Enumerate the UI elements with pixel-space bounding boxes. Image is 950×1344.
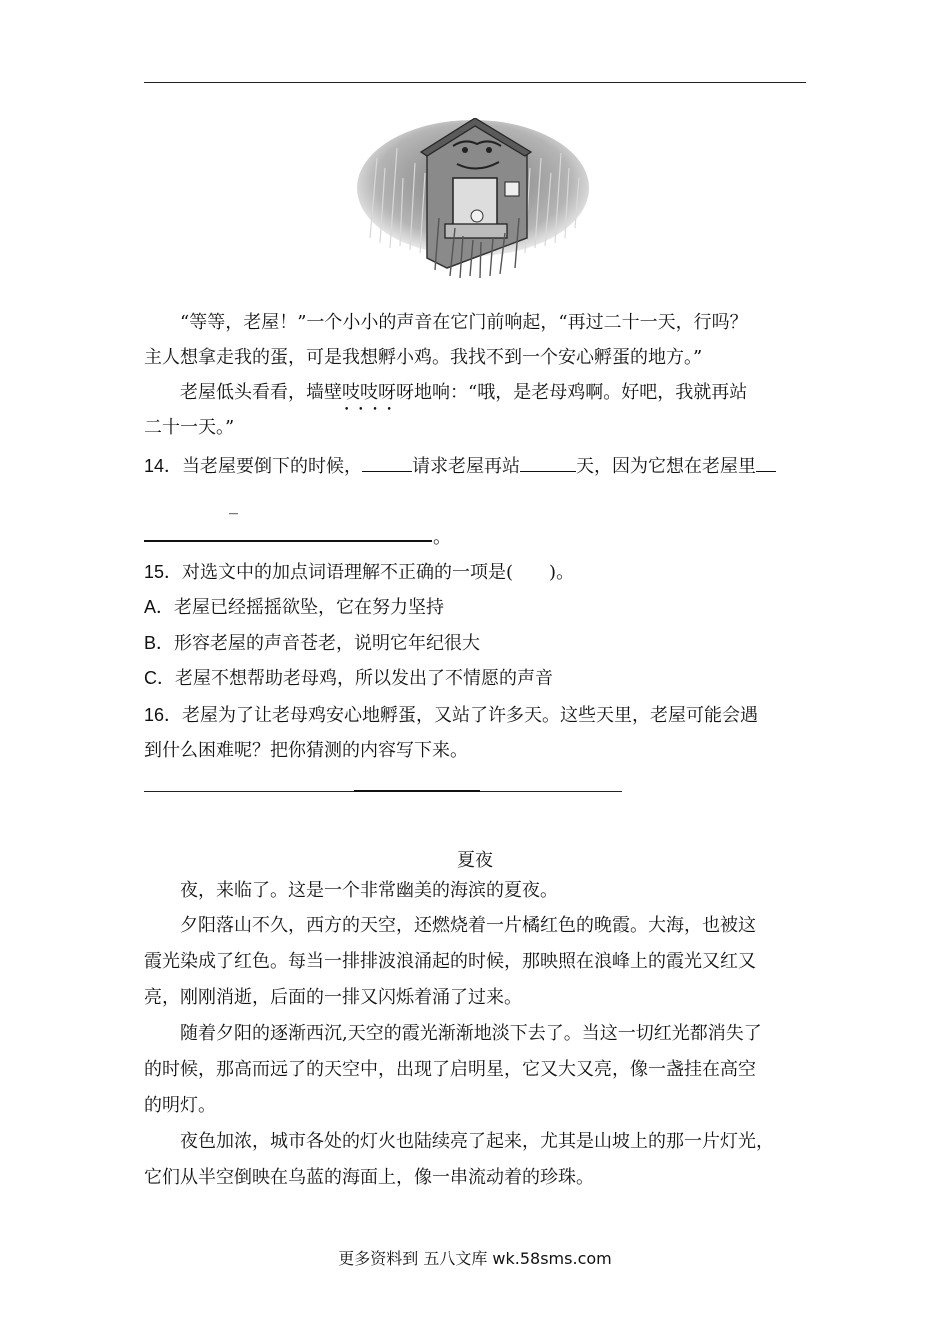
answer-blank[interactable] (520, 453, 576, 472)
question-text: 到什么困难呢？把你猜测的内容写下来。 (144, 740, 468, 761)
question-15 (144, 561, 574, 584)
question-number: 15． (144, 562, 183, 582)
answer-line[interactable] (144, 540, 432, 542)
answer-line-bold (354, 790, 480, 792)
question-number: 14． (144, 456, 183, 476)
question-text: 老屋为了让老母鸡安心地孵蛋，又站了许多天。这些天里，老屋可能会遇 (182, 705, 759, 726)
question-14 (144, 453, 776, 478)
passage-text: 霞光染成了红色。每当一排排波浪涌起的时候，那映照在浪峰上的霞光又红又 (144, 951, 756, 972)
question-number: 16． (144, 705, 183, 725)
passage-text: 的明灯。 (144, 1095, 216, 1116)
passage-text: 亮，刚刚消逝，后面的一排又闪烁着涌了过来。 (144, 987, 522, 1008)
option-text: 老屋已经摇摇欲坠，它在努力坚持 (174, 597, 445, 618)
question-text: 当老屋要倒下的时候， (182, 456, 363, 477)
passage-text: 主人想拿走我的蛋，可是我想孵小鸡。我找不到一个安心孵蛋的地方。” (144, 347, 703, 368)
option-label: B． (144, 633, 175, 653)
passage-text: 夜，来临了。这是一个非常幽美的海滨的夏夜。 (180, 880, 558, 901)
old-house-illustration (355, 118, 591, 278)
passage-title: 夏夜 (457, 850, 493, 871)
option-text: 形容老屋的声音苍老，说明它年纪很大 (174, 633, 481, 654)
passage-text: 老屋低头看看，墙壁 (180, 382, 342, 403)
passage-text: 的时候，那高而远了的天空中，出现了启明星，它又大又亮，像一盏挂在高空 (144, 1059, 756, 1080)
option-b[interactable] (144, 632, 480, 655)
question-text: 请求老屋再站 (412, 456, 521, 477)
question-text: 天，因为它想在老屋里 (576, 456, 757, 477)
passage-text: 二十一天。” (144, 417, 235, 438)
answer-blank[interactable] (756, 453, 776, 472)
passage-text (180, 382, 747, 404)
question-text: 对选文中的加点词语理解不正确的一项是( )。 (182, 562, 575, 583)
passage-text: 它们从半空倒映在乌蓝的海面上，像一串流动着的珍珠。 (144, 1167, 594, 1188)
end-mark: 。 (433, 527, 451, 548)
passage-text: 地响：“哦，是老母鸡啊。好吧，我就再站 (414, 382, 748, 403)
header-rule (144, 82, 806, 83)
passage-text: 夕阳落山不久，西方的天空，还燃烧着一片橘红色的晚霞。大海，也被这 (180, 915, 756, 936)
option-label: C． (144, 668, 175, 688)
option-a[interactable] (144, 596, 444, 619)
dotted-word: 吱吱呀呀 • • • • (342, 382, 414, 404)
passage-text: 随着夕阳的逐渐西沉,天空的霞光渐渐地淡下去了。当这一切红光都消失了 (180, 1023, 762, 1044)
passage-text: 夜色加浓，城市各处的灯火也陆续亮了起来，尤其是山坡上的那一片灯光， (180, 1131, 774, 1152)
passage-text: “等等，老屋！”一个小小的声音在它门前响起，“再过二十一天，行吗？ (180, 312, 748, 333)
footer-text: 更多资料到 五八文库 wk.58sms.com (338, 1249, 612, 1268)
answer-underscore: _ (229, 494, 238, 515)
option-text: 老屋不想帮助老母鸡，所以发出了不情愿的声音 (175, 668, 553, 689)
option-label: A． (144, 597, 175, 617)
answer-blank[interactable] (362, 453, 412, 472)
question-16 (144, 704, 758, 727)
option-c[interactable] (144, 667, 553, 690)
